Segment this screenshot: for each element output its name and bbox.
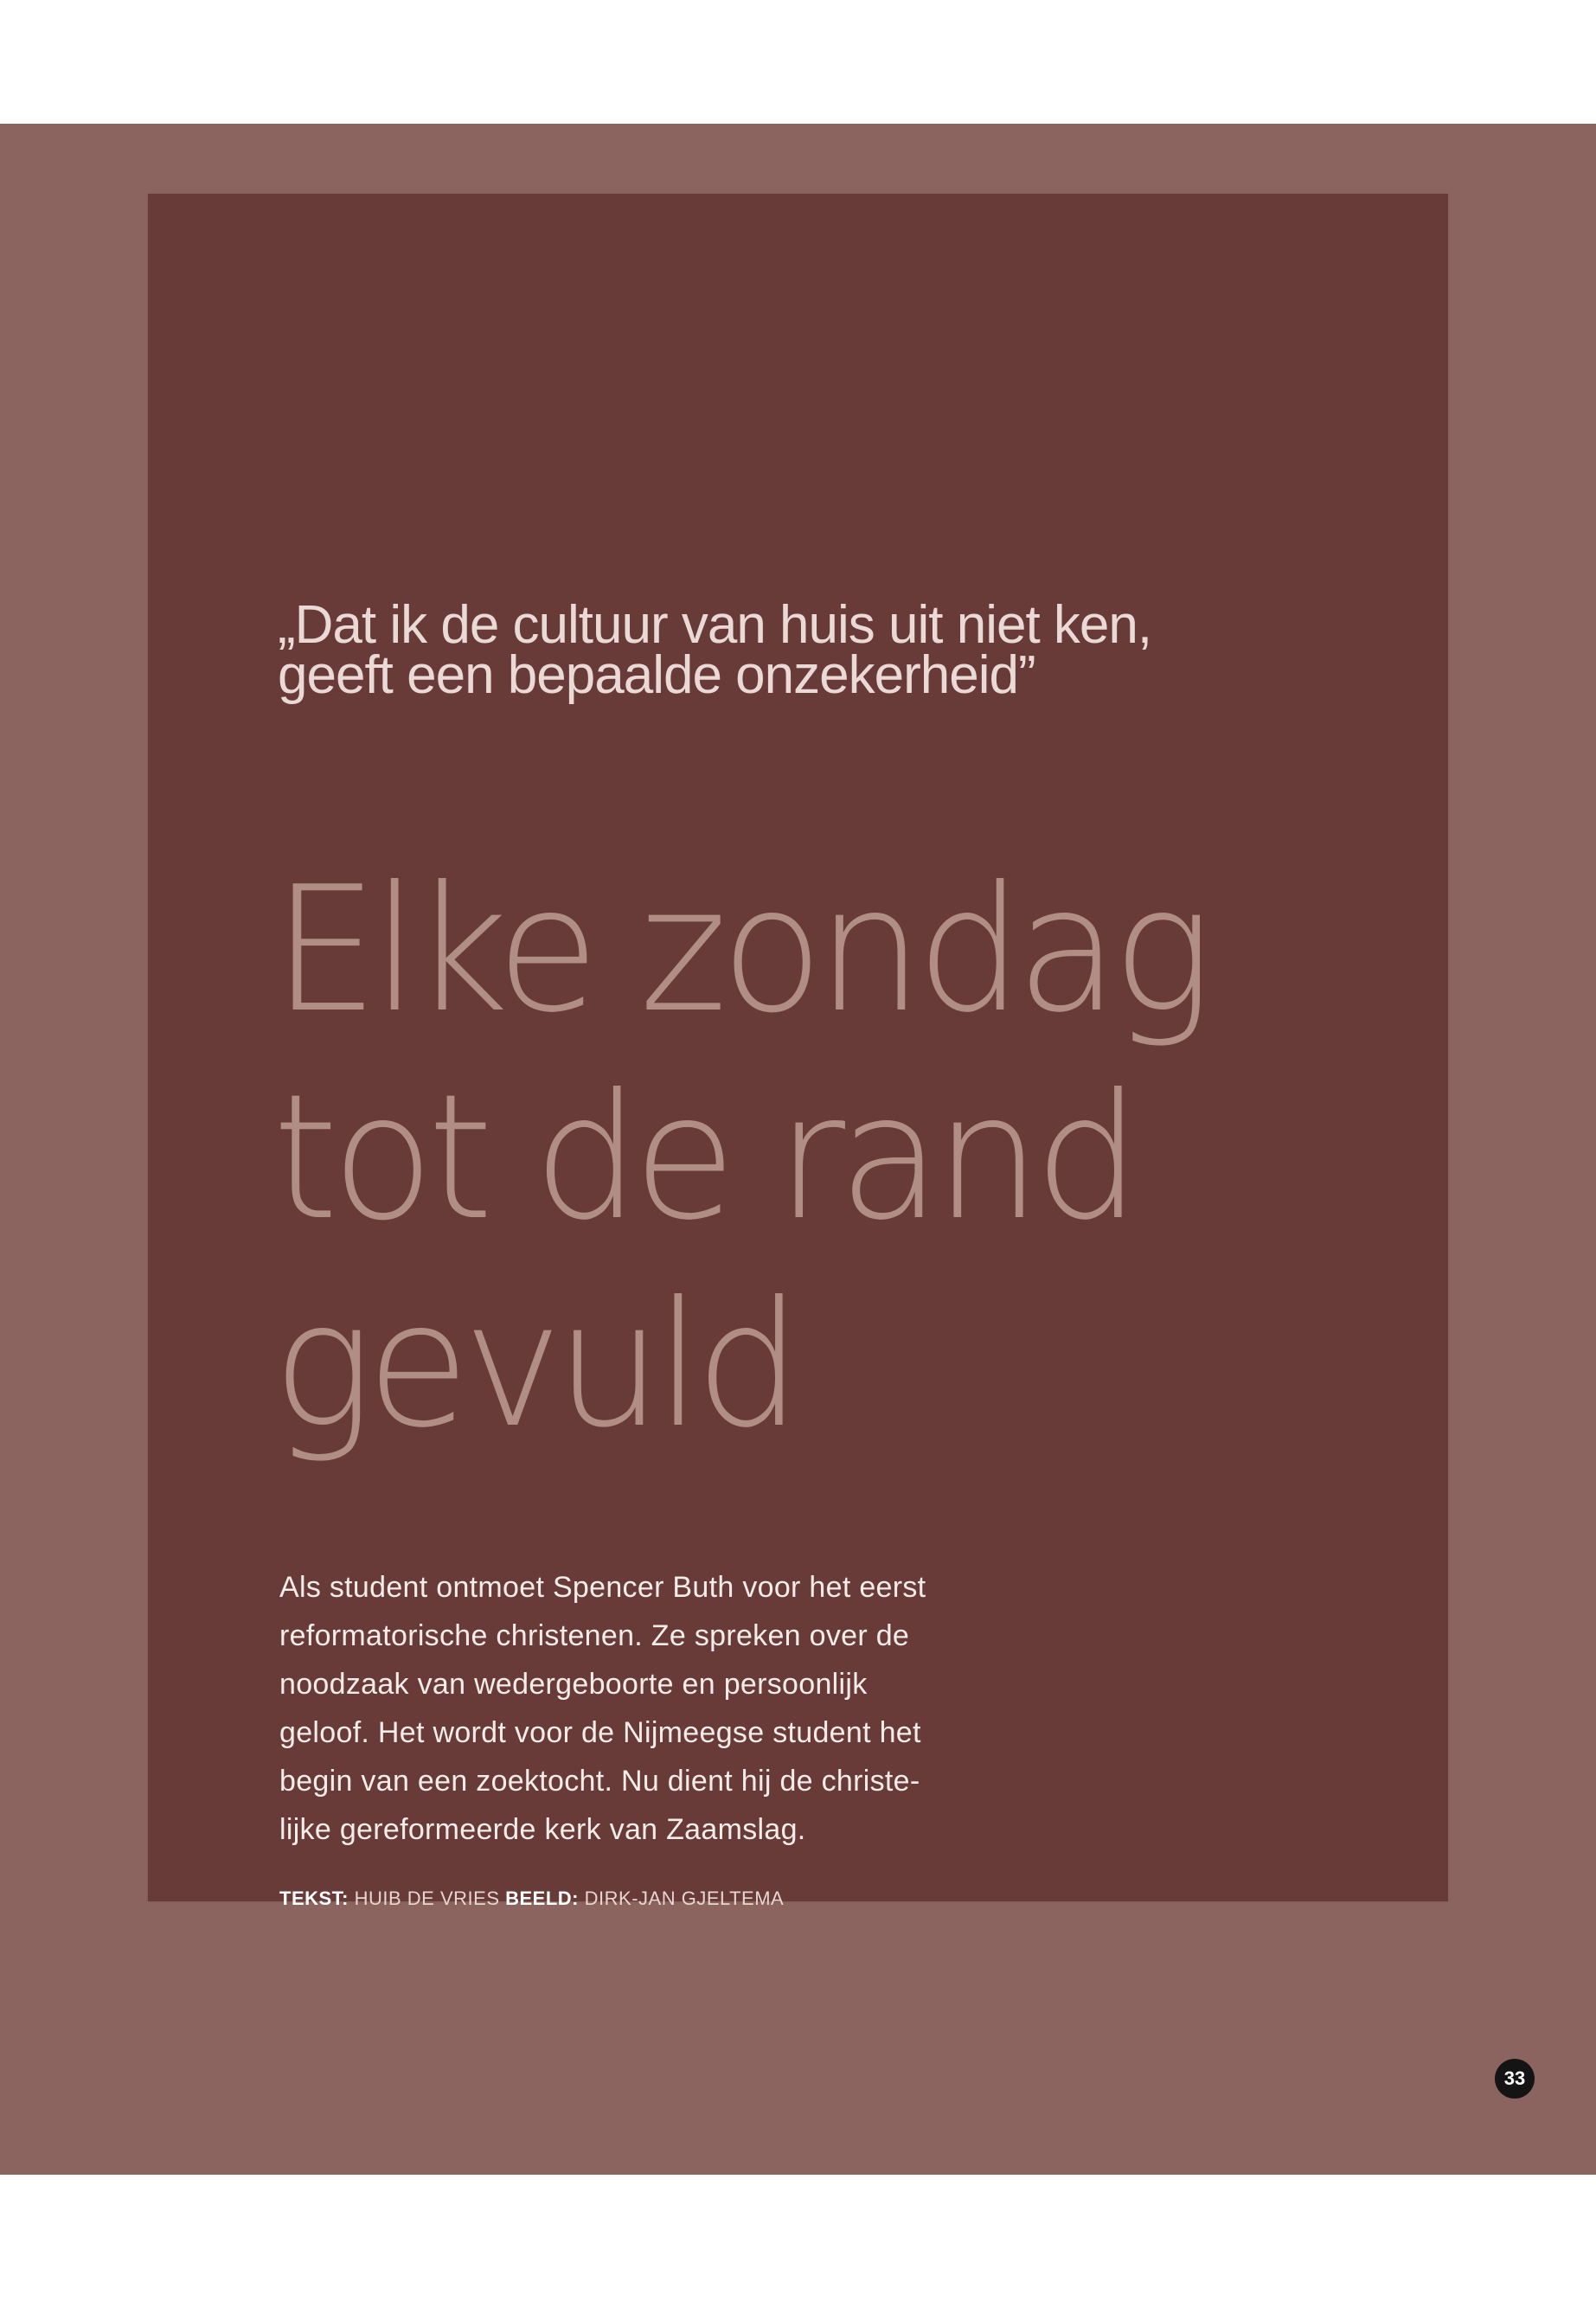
article-headline [272,847,1397,1470]
image-credit-label: BEELD: [505,1888,580,1909]
intro-line: lijke gereformeerde kerk van Zaamslag. [279,1813,806,1846]
intro-line: noodzaak van wedergeboorte en persoonlijk [279,1668,868,1701]
text-credit-label: TEKST: [279,1888,349,1909]
headline-line: Elke zondag [272,849,1207,1051]
byline [279,1887,784,1911]
text-credit-author: HUIB DE VRIES [354,1888,500,1909]
article-panel [148,194,1448,1909]
intro-line: begin van een zoektocht. Nu dient hij de christe- [279,1765,920,1798]
pull-quote-line: „Dat ik de cultuur van huis uit niet ken, [278,595,1152,655]
pull-quote [278,595,1402,705]
intro-paragraph [279,1563,1058,1854]
headline-line: tot de rand [272,1057,1135,1259]
intro-line: reformatorische christenen. Ze spreken over de [279,1619,910,1652]
page-number-badge: 33 [1495,2059,1535,2099]
pull-quote-line: geeft een bepaalde onzekerheid” [278,645,1035,705]
image-credit-author: DIRK-JAN GJELTEMA [584,1888,785,1909]
headline-line: gevuld [272,1265,796,1466]
intro-line: Als student ontmoet Spencer Buth voor het eerst [279,1571,926,1604]
intro-line: geloof. Het wordt voor de Nijmeegse student het [279,1716,921,1749]
